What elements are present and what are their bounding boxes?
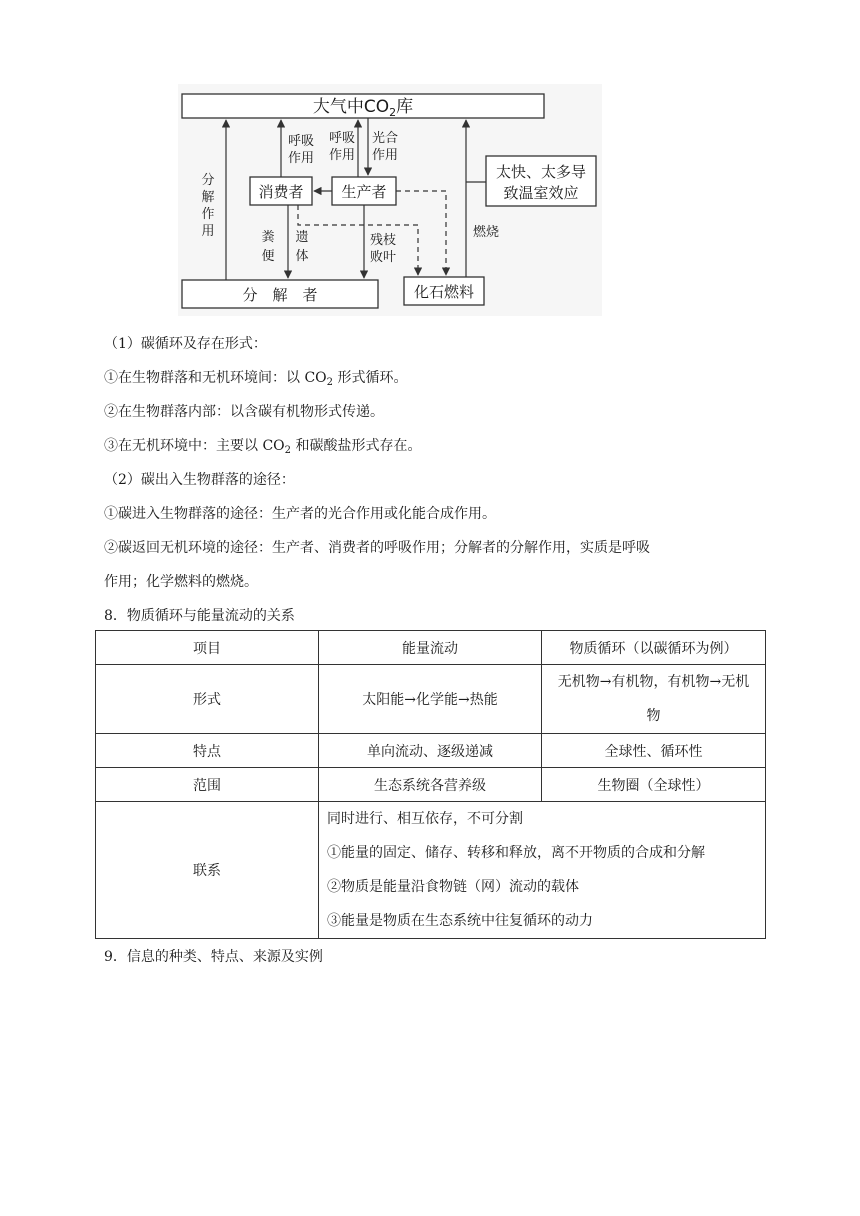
table-row	[96, 768, 766, 802]
text-line-8: 作用；化学燃料的燃烧。	[104, 574, 258, 590]
greenhouse-line-2: 致温室效应	[503, 184, 579, 202]
svg-text:呼吸: 呼吸	[328, 131, 356, 146]
atmosphere-label: 大气中$CO_2$库	[312, 97, 414, 119]
table-header-cell: 能量流动	[319, 631, 542, 665]
table-row	[96, 665, 766, 734]
table-cell-energy: 太阳能→化学能→热能	[319, 665, 542, 734]
table-cell-item: 特点	[96, 734, 319, 768]
table-row-relation	[96, 802, 766, 939]
carbon-cycle-diagram	[178, 84, 602, 316]
heading-9: 9．信息的种类、特点、来源及实例	[104, 949, 323, 965]
fossil-fuel-label: 化石燃料	[413, 283, 475, 301]
text-line-2: ①在生物群落和无机环境间：以 $CO_2$ 形式循环。	[104, 370, 408, 388]
text-line-4: ③在无机环境中：主要以 $CO_2$ 和碳酸盐形式存在。	[104, 438, 422, 456]
svg-text:燃烧: 燃烧	[472, 225, 500, 240]
greenhouse-line-1: 太快、太多导	[495, 163, 587, 181]
svg-text:遗: 遗	[295, 230, 309, 245]
svg-text:光合: 光合	[371, 131, 399, 146]
relation-table	[95, 630, 766, 939]
svg-text:作用: 作用	[287, 151, 315, 166]
svg-text:呼吸: 呼吸	[287, 134, 315, 149]
svg-text:分: 分	[201, 173, 215, 188]
section-1-heading: （1）碳循环及存在形式：	[104, 336, 267, 352]
svg-text:败叶: 败叶	[369, 250, 397, 265]
producer-label: 生产者	[341, 183, 387, 201]
decomposer-label: 分 解 者	[242, 286, 318, 304]
text-line-3: ②在生物群落内部：以含碳有机物形式传递。	[104, 404, 384, 420]
svg-text:残枝: 残枝	[369, 233, 397, 248]
text-line-6: ①碳进入生物群落的途径：生产者的光合作用或化能合成作用。	[104, 506, 496, 522]
table-cell-item: 范围	[96, 768, 319, 802]
svg-text:用: 用	[201, 224, 215, 239]
table-cell-matter: 全球性、循环性	[542, 734, 766, 768]
table-cell-energy: 生态系统各营养级	[319, 768, 542, 802]
table-cell-item: 形式	[96, 665, 319, 734]
table-header-row	[96, 631, 766, 665]
heading-8: 8．物质循环与能量流动的关系	[104, 608, 295, 624]
svg-text:作用: 作用	[371, 148, 399, 163]
svg-text:粪: 粪	[261, 230, 275, 245]
table-row	[96, 734, 766, 768]
svg-text:体: 体	[295, 249, 309, 264]
table-cell-matter: 无机物→有机物，有机物→无机 物	[542, 665, 766, 734]
table-header-cell: 物质循环（以碳循环为例）	[542, 631, 766, 665]
table-cell-item: 联系	[96, 802, 319, 939]
svg-text:作: 作	[201, 207, 215, 222]
svg-text:作用: 作用	[328, 148, 356, 163]
consumer-label: 消费者	[258, 183, 304, 201]
section-2-heading: （2）碳出入生物群落的途径：	[104, 472, 295, 488]
table-header-cell: 项目	[96, 631, 319, 665]
table-cell-relation: 同时进行、相互依存，不可分割 ①能量的固定、储存、转移和释放，离不开物质的合成和分解 ②物质是能量沿食物链（网）流动的载体 ③能量是物质在生态系统中往复循环的动力	[319, 802, 766, 939]
svg-text:便: 便	[261, 249, 275, 264]
table-cell-energy: 单向流动、逐级递减	[319, 734, 542, 768]
svg-text:解: 解	[201, 190, 215, 205]
table-cell-matter: 生物圈（全球性）	[542, 768, 766, 802]
text-line-7: ②碳返回无机环境的途径：生产者、消费者的呼吸作用；分解者的分解作用，实质是呼吸	[104, 540, 650, 556]
